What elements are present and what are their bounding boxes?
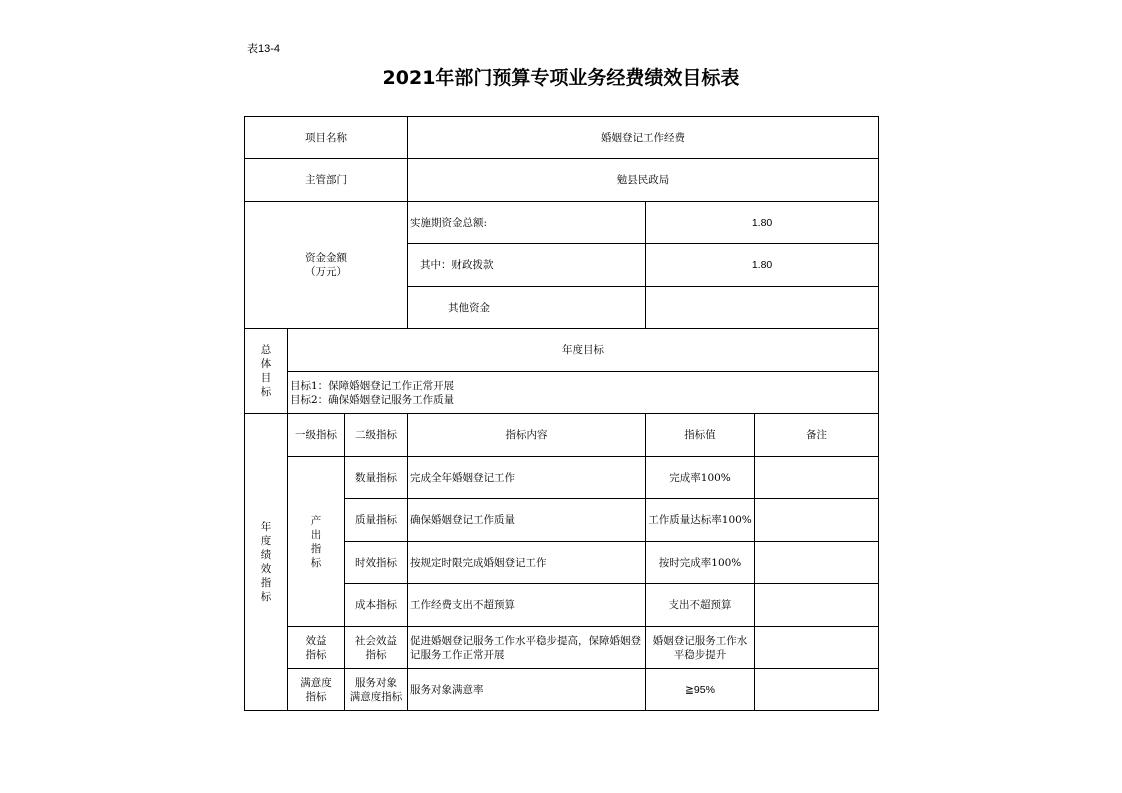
output-char: 出	[310, 528, 322, 541]
satisfaction-level1-b: 指标	[305, 690, 327, 703]
satisfaction-remark	[755, 669, 879, 711]
level2-cell: 时效指标	[345, 542, 408, 584]
satisfaction-level2-a: 服务对象	[355, 676, 398, 689]
level2-cell: 数量指标	[345, 457, 408, 499]
overall-char: 目	[260, 372, 272, 384]
benefit-level1	[288, 627, 345, 669]
indicator-char: 年	[260, 521, 272, 533]
output-char: 标	[310, 556, 322, 569]
indicator-row	[245, 457, 879, 499]
satisfaction-content: 服务对象满意率	[408, 669, 646, 711]
performance-table	[244, 116, 879, 711]
content-cell: 确保婚姻登记工作质量	[408, 499, 646, 542]
satisfaction-level2-b: 满意度指标	[349, 690, 403, 703]
goal-2: 目标2：确保婚姻登记服务工作质量	[290, 393, 455, 406]
remark-cell	[755, 542, 879, 584]
benefit-remark	[755, 627, 879, 669]
benefit-level2-b: 指标	[365, 648, 387, 661]
funds-label	[245, 202, 408, 329]
satisfaction-level2	[345, 669, 408, 711]
header-level2: 二级指标	[345, 414, 408, 457]
funds-total-row	[245, 202, 879, 244]
project-name-value: 婚姻登记工作经费	[408, 117, 879, 159]
header-level1: 一级指标	[288, 414, 345, 457]
indicator-char: 效	[260, 563, 272, 575]
annual-goal-content-row	[245, 372, 879, 414]
value-cell: 按时完成率100%	[646, 542, 755, 584]
satisfaction-level1-a: 满意度	[300, 676, 332, 689]
header-content: 指标内容	[408, 414, 646, 457]
overall-goal-label	[245, 329, 288, 414]
overall-char: 标	[260, 386, 272, 398]
content-cell: 工作经费支出不超预算	[408, 584, 646, 627]
department-label: 主管部门	[245, 159, 408, 202]
header-value: 指标值	[646, 414, 755, 457]
level2-cell: 成本指标	[345, 584, 408, 627]
table-number: 表13-4	[247, 43, 281, 55]
satisfaction-level1	[288, 669, 345, 711]
overall-char: 体	[260, 358, 272, 370]
indicator-char: 绩	[260, 549, 272, 561]
output-indicator-label	[288, 457, 345, 627]
value-cell: 支出不超预算	[646, 584, 755, 627]
value-cell: 完成率100%	[646, 457, 755, 499]
output-char: 指	[310, 542, 322, 555]
remark-cell	[755, 584, 879, 627]
department-value: 勉县民政局	[408, 159, 879, 202]
annual-goal-content	[288, 372, 879, 414]
funds-label-text: 资金金额	[305, 252, 348, 264]
benefit-level2-a: 社会效益	[355, 634, 398, 647]
project-name-row	[245, 117, 879, 159]
funds-fiscal-label: 其中：财政拨款	[408, 244, 646, 287]
output-char: 产	[310, 514, 322, 527]
benefit-level1-a: 效益	[305, 634, 327, 647]
satisfaction-row	[245, 669, 879, 711]
indicator-char: 标	[260, 591, 272, 603]
benefit-level2	[345, 627, 408, 669]
value-cell: 工作质量达标率100%	[646, 499, 755, 542]
benefit-content: 促进婚姻登记服务工作水平稳步提高，保障婚姻登记服务工作正常开展	[408, 627, 646, 669]
funds-total-value: 1.80	[646, 202, 879, 244]
indicator-header-row	[245, 414, 879, 457]
remark-cell	[755, 457, 879, 499]
funds-other-value	[646, 287, 879, 329]
indicator-char: 度	[260, 535, 272, 547]
indicator-char: 指	[260, 577, 272, 589]
funds-total-label: 实施期资金总额:	[408, 202, 646, 244]
benefit-row	[245, 627, 879, 669]
satisfaction-value: ≧95%	[646, 669, 755, 711]
benefit-value: 婚姻登记服务工作水平稳步提升	[646, 627, 755, 669]
goal-1: 目标1：保障婚姻登记工作正常开展	[290, 379, 455, 392]
funds-fiscal-value: 1.80	[646, 244, 879, 287]
benefit-level1-b: 指标	[305, 648, 327, 661]
header-remark: 备注	[755, 414, 879, 457]
annual-goal-header-row	[245, 329, 879, 372]
page-title: 2021年部门预算专项业务经费绩效目标表	[382, 67, 740, 89]
funds-unit: （万元）	[305, 266, 348, 278]
content-cell: 完成全年婚姻登记工作	[408, 457, 646, 499]
department-row	[245, 159, 879, 202]
overall-char: 总	[260, 344, 272, 356]
content-cell: 按规定时限完成婚姻登记工作	[408, 542, 646, 584]
annual-goal-label: 年度目标	[288, 329, 879, 372]
annual-indicator-label	[245, 414, 288, 711]
funds-other-label: 其他资金	[408, 287, 646, 329]
remark-cell	[755, 499, 879, 542]
project-name-label: 项目名称	[245, 117, 408, 159]
level2-cell: 质量指标	[345, 499, 408, 542]
